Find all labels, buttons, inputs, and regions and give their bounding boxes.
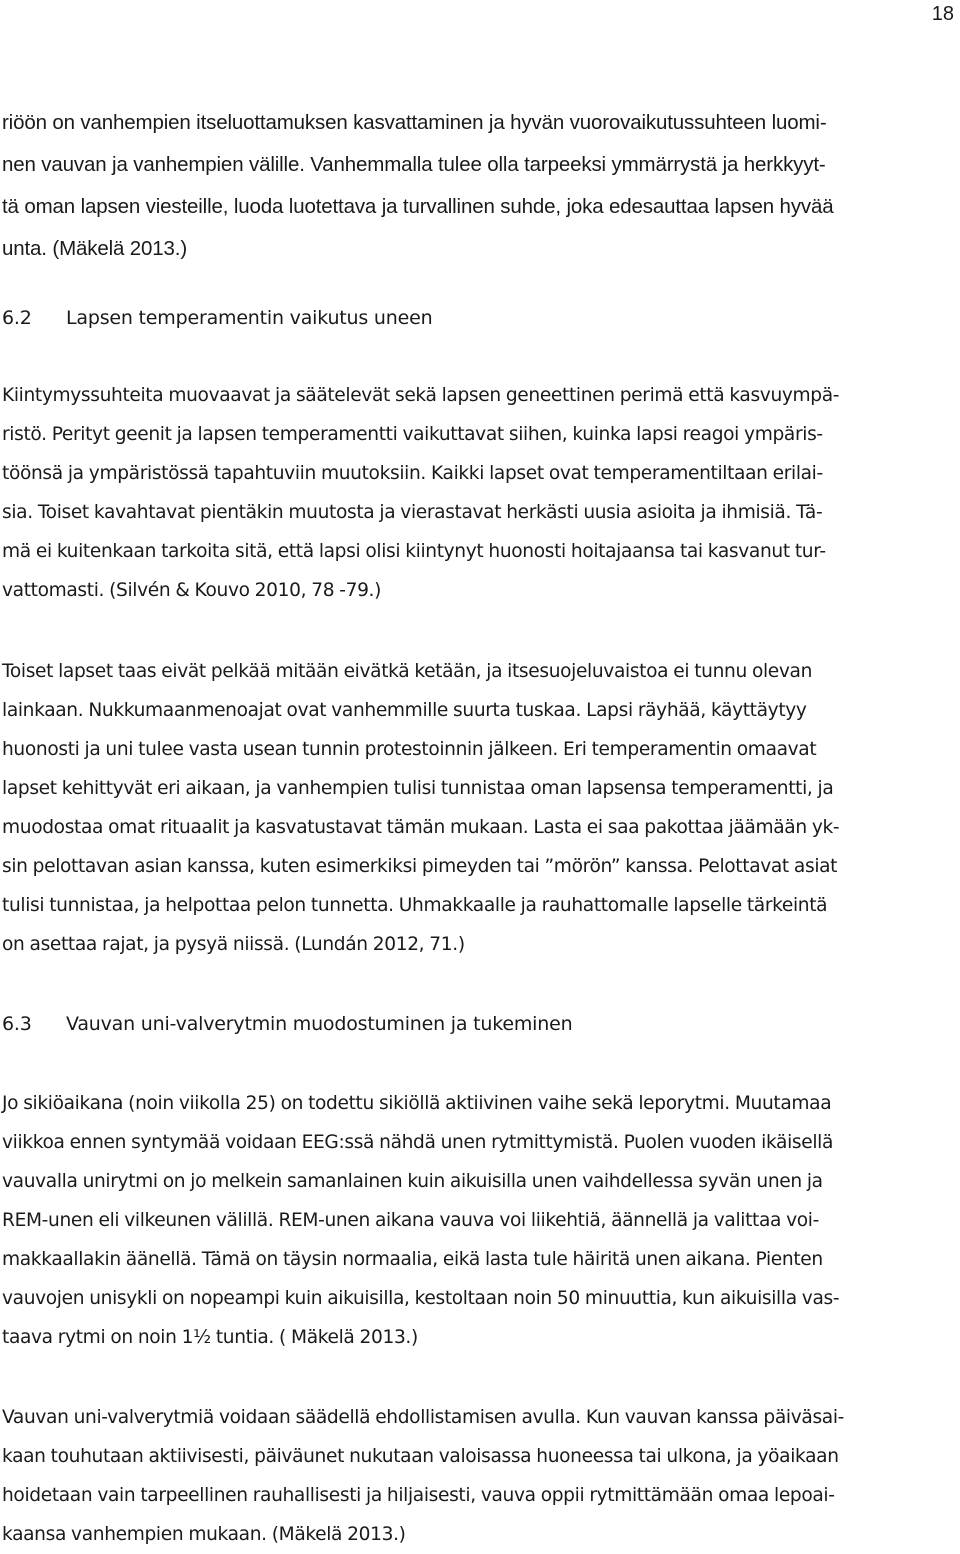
section-title: Vauvan uni-valverytmin muodostuminen ja tukeminen: [66, 1013, 573, 1035]
paragraph-line: tä oman lapsen viesteille, luoda luotettava ja turvallinen suhde, joka edesauttaa lapsen hyvää: [2, 195, 834, 218]
paragraph-line: ristö. Perityt geenit ja lapsen temperamentti vaikuttavat siihen, kuinka lapsi reagoi ympäris-: [2, 424, 823, 445]
paragraph-line: on asettaa rajat, ja pysyä niissä. (Lundán 2012, 71.): [2, 934, 465, 955]
paragraph-line: nen vauvan ja vanhempien välille. Vanhemmalla tulee olla tarpeeksi ymmärrystä ja herkkyyt-: [2, 153, 826, 176]
paragraph-line: muodostaa omat rituaalit ja kasvatustavat tämän mukaan. Lasta ei saa pakottaa jäämään yk-: [2, 817, 840, 838]
paragraph-line: vauvojen unisykli on nopeampi kuin aikuisilla, kestoltaan noin 50 minuuttia, kun aikuisilla vas-: [2, 1288, 840, 1309]
section-heading-6-2: [2, 306, 956, 330]
paragraph-line: makkaallakin äänellä. Tämä on täysin normaalia, eikä lasta tule häiritä unen aikana. Pienten: [2, 1249, 823, 1270]
paragraph-line: hoidetaan vain tarpeellinen rauhallisesti ja hiljaisesti, vauva oppii rytmittämään omaa lepoai-: [2, 1485, 835, 1506]
section-6-2-paragraph-1: [2, 376, 956, 610]
paragraph-line: lapset kehittyvät eri aikaan, ja vanhempien tulisi tunnistaa oman lapsensa temperamentti, ja: [2, 778, 834, 799]
paragraph-line: viikkoa ennen syntymää voidaan EEG:ssä nähdä unen rytmittymistä. Puolen vuoden ikäisellä: [2, 1132, 834, 1153]
paragraph-line: huonosti ja uni tulee vasta usean tunnin protestoinnin jälkeen. Eri temperamentin omaavat: [2, 739, 817, 760]
paragraph-line: lainkaan. Nukkumaanmenoajat ovat vanhemmille suurta tuskaa. Lapsi räyhää, käyttäytyy: [2, 700, 807, 721]
intro-paragraph: [2, 102, 956, 270]
paragraph-line: Jo sikiöaikana (noin viikolla 25) on todettu sikiöllä aktiivinen vaihe sekä leporytmi. Muutamaa: [2, 1093, 832, 1114]
paragraph-line: tulisi tunnistaa, ja helpottaa pelon tunnetta. Uhmakkaalle ja rauhattomalle lapselle tärkeintä: [2, 895, 828, 916]
paragraph-line: riöön on vanhempien itseluottamuksen kasvattaminen ja hyvän vuorovaikutussuhteen luomi-: [2, 111, 827, 134]
paragraph-line: vattomasti. (Silvén & Kouvo 2010, 78 -79.): [2, 580, 382, 601]
paragraph-line: Kiintymyssuhteita muovaavat ja säätelevät sekä lapsen geneettinen perimä että kasvuympä-: [2, 385, 840, 406]
paragraph-line: unta. (Mäkelä 2013.): [2, 237, 188, 260]
section-6-3-paragraph-1: [2, 1084, 956, 1357]
paragraph-line: töönsä ja ympäristössä tapahtuviin muutoksiin. Kaikki lapset ovat temperamentiltaan erilai-: [2, 463, 823, 484]
section-number: 6.3: [2, 1013, 32, 1035]
page-number: 18: [931, 3, 954, 25]
paragraph-line: REM-unen eli vilkeunen välillä. REM-unen aikana vauva voi liikehtiä, äännellä ja valittaa voi-: [2, 1210, 819, 1231]
paragraph-line: Vauvan uni-valverytmiä voidaan säädellä ehdollistamisen avulla. Kun vauvan kanssa päiväsai-: [2, 1407, 844, 1428]
paragraph-line: mä ei kuitenkaan tarkoita sitä, että lapsi olisi kiintynyt huonosti hoitajaansa tai kasvanut tur-: [2, 541, 826, 562]
paragraph-line: vauvalla unirytmi on jo melkein samanlainen kuin aikuisilla unen vaihdellessa syvän unen ja: [2, 1171, 823, 1192]
paragraph-line: kaansa vanhempien mukaan. (Mäkelä 2013.): [2, 1524, 406, 1545]
section-heading-6-3: [2, 1012, 956, 1036]
section-number: 6.2: [2, 307, 32, 329]
section-6-3-paragraph-2: [2, 1398, 956, 1554]
paragraph-line: kaan touhutaan aktiivisesti, päiväunet nukutaan valoisassa huoneessa tai ulkona, ja yöaikaan: [2, 1446, 839, 1467]
paragraph-line: Toiset lapset taas eivät pelkää mitään eivätkä ketään, ja itsesuojeluvaistoa ei tunnu olevan: [2, 661, 813, 682]
section-title: Lapsen temperamentin vaikutus uneen: [66, 307, 433, 329]
paragraph-line: sin pelottavan asian kanssa, kuten esimerkiksi pimeyden tai ”mörön” kanssa. Pelottavat asiat: [2, 856, 838, 877]
paragraph-line: sia. Toiset kavahtavat pientäkin muutosta ja vierastavat herkästi uusia asioita ja ihmisiä. Tä-: [2, 502, 823, 523]
section-6-2-paragraph-2: [2, 652, 956, 964]
paragraph-line: taava rytmi on noin 1½ tuntia. ( Mäkelä 2013.): [2, 1327, 418, 1348]
